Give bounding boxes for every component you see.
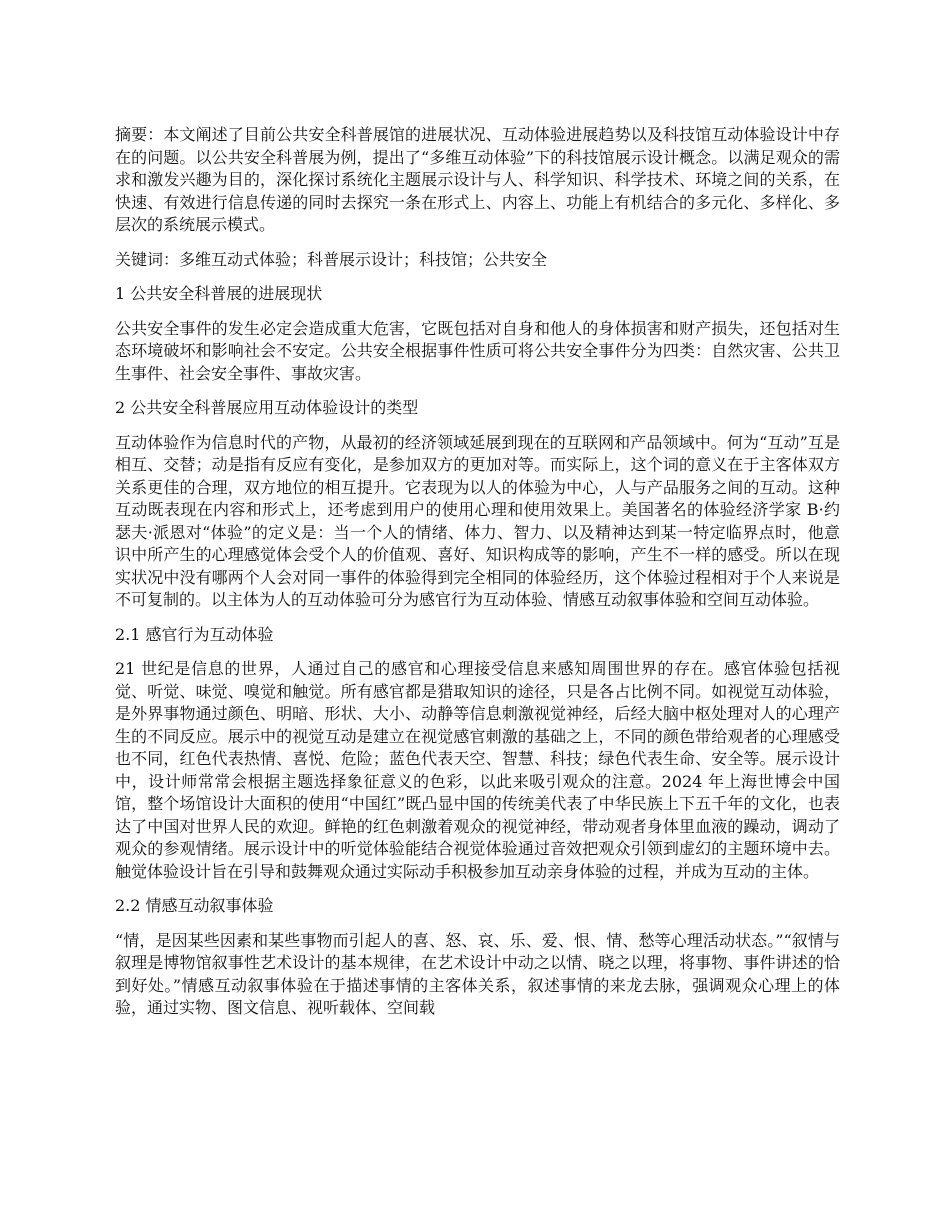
section-2-1-heading: 2.1 感官行为互动体验 — [115, 624, 274, 644]
section-1-heading: 1 公共安全科普展的进展现状 — [115, 284, 323, 303]
section-2-body: 互动体验作为信息时代的产物，从最初的经济领域延展到现在的互联网和产品领域中。何为“互动”互是相互、交替；动是指有反应有变化，是参加双方的更加对等。而实际上，这个词的意义在于主客体双方关系更佳的合理，双方地位的相互提升。它表现为以人的体验为中心，人与产品服务之间的互动。这种互动既表现在内容和形式上，还考虑到用户的使用心理和使用效果上。美国著名的体验经济学家 B·约瑟夫·派恩对“体验”的定义是：当一个人的情绪、体力、智力、以及精神达到某一特定临界点时，他意识中所产生的心理感觉体会受个人的价值观、喜好、知识构成等的影响，产生不一样的感受。所以在现实状况中没有哪两个人会对同一事件的体验得到完全相同的体验经历，这个体验过程相对于个人来说是不可复制的。以主体为人的互动体验可分为感官行为互动体验、情感互动叙事体验和空间互动体验。 — [115, 432, 840, 609]
section-2-2-body: “情，是因某些因素和某些事物而引起人的喜、怒、哀、乐、爱、恨、情、愁等心理活动状态。”“叙情与叙理是博物馆叙事性艺术设计的基本规律，在艺术设计中动之以情、晓之以理，将事物、事件讲述的恰到好处。”情感互动叙事体验在于描述事情的主客体关系，叙述事情的来龙去脉，强调观众心理上的体验，通过实物、图文信息、视听载体、空间载 — [115, 930, 840, 1017]
section-2-2-heading: 2.2 情感互动叙事体验 — [115, 896, 274, 915]
abstract-paragraph: 摘要：本文阐述了目前公共安全科普展馆的进展状况、互动体验进展趋势以及科技馆互动体验设计中存在的问题。以公共安全科普展为例，提出了“多维互动体验”下的科技馆展示设计概念。以满足观众的需求和激发兴趣为目的，深化探讨系统化主题展示设计与人、科学知识、科学技术、环境之间的关系，在快速、有效进行信息传递的同时去探究一条在形式上、内容上、功能上有机结合的多元化、多样化、多层次的系统展示模式。 — [115, 125, 840, 234]
document-page — [115, 124, 840, 1032]
keywords-line: 关键词：多维互动式体验；科普展示设计；科技馆；公共安全 — [115, 249, 548, 269]
section-2-heading: 2 公共安全科普展应用互动体验设计的类型 — [115, 398, 419, 417]
section-2-1-body: 21 世纪是信息的世界，人通过自己的感官和心理接受信息来感知周围世界的存在。感官体验包括视觉、听觉、味觉、嗅觉和触觉。所有感官都是猎取知识的途径，只是各占比例不同。如视觉互动体验，是外界事物通过颜色、明暗、形状、大小、动静等信息刺激视觉神经，后经大脑中枢处理对人的心理产生的不同反应。展示中的视觉互动是建立在视觉感官刺激的基础之上，不同的颜色带给观者的心理感受也不同，红色代表热情、喜悦、危险；蓝色代表天空、智慧、科技；绿色代表生命、安全等。展示设计中，设计师常常会根据主题选择象征意义的色彩，以此来吸引观众的注意。2024 年上海世博会中国馆，整个场馆设计大面积的使用“中国红”既凸显中国的传统美代表了中华民族上下五千年的文化，也表达了中国对世界人民的欢迎。鲜艳的红色刺激着观众的视觉神经，带动观者身体里血液的躁动，调动了观众的参观情绪。展示设计中的听觉体验能结合视觉体验通过音效把观众引领到虚幻的主题环境中去。触觉体验设计旨在引导和鼓舞观众通过实际动手积极参加互动亲身体验的过程，并成为互动的主体。 — [115, 659, 840, 881]
section-1-body: 公共安全事件的发生必定会造成重大危害，它既包括对自身和他人的身体损害和财产损失，还包括对生态环境破坏和影响社会不安定。公共安全根据事件性质可将公共安全事件分为四类：自然灾害、公共卫生事件、社会安全事件、事故灾害。 — [115, 318, 840, 383]
